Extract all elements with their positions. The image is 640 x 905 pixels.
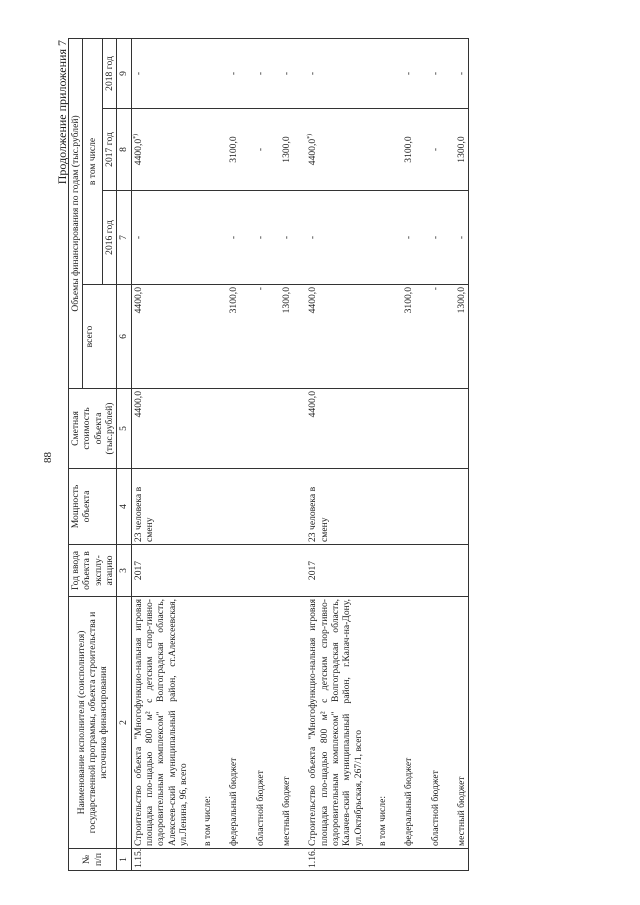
funding-2016 bbox=[365, 191, 389, 285]
source-label: областной бюджет bbox=[416, 597, 442, 849]
col-num-8: 8 bbox=[117, 109, 131, 191]
footnote-mark: *) bbox=[132, 133, 139, 139]
funding-2018: - bbox=[293, 39, 365, 109]
funding-2017: - bbox=[241, 109, 267, 191]
funding-2017: - bbox=[416, 109, 442, 191]
source-label: областной бюджет bbox=[241, 597, 267, 849]
col-num-5: 5 bbox=[117, 389, 131, 469]
header-col-year: Год ввода объекта в эксплу-атацию bbox=[69, 545, 117, 597]
col-num-2: 2 bbox=[117, 597, 131, 849]
header-col-capacity: Мощность объекта bbox=[69, 469, 117, 545]
funding-2018: - bbox=[442, 39, 469, 109]
row-number: 1.15. bbox=[131, 849, 190, 871]
header-col-name: Наименование исполнителя (соисполнителя) государственной программы, объекта строительства и источника финансирования bbox=[69, 597, 117, 849]
funding-total: 4400,0 bbox=[293, 285, 365, 389]
funding-total: 1300,0 bbox=[442, 285, 469, 389]
funding-2017 bbox=[131, 109, 190, 191]
commission-year: 2017 bbox=[293, 545, 365, 597]
header-y2017: 2017 год bbox=[102, 109, 116, 191]
table-row bbox=[442, 39, 469, 871]
table-row bbox=[214, 39, 240, 871]
header-y2018: 2018 год bbox=[102, 39, 116, 109]
footnote-mark: *) bbox=[307, 133, 314, 139]
col-num-1: 1 bbox=[117, 849, 131, 871]
table-body bbox=[131, 39, 469, 871]
funding-total: 3100,0 bbox=[214, 285, 240, 389]
funding-2017 bbox=[293, 109, 365, 191]
table-row bbox=[241, 39, 267, 871]
funding-total: - bbox=[241, 285, 267, 389]
funding-total: 3100,0 bbox=[389, 285, 415, 389]
funding-2018 bbox=[365, 39, 389, 109]
header-col-incl: в том числе bbox=[83, 39, 103, 285]
estimated-cost: 4400,0 bbox=[293, 389, 365, 469]
funding-2016: - bbox=[214, 191, 240, 285]
table-row bbox=[131, 39, 190, 871]
page-number: 88 bbox=[42, 452, 54, 463]
source-label: местный бюджет bbox=[442, 597, 469, 849]
funding-total: 1300,0 bbox=[267, 285, 293, 389]
funding-2016: - bbox=[416, 191, 442, 285]
col-num-6: 6 bbox=[117, 285, 131, 389]
source-label: федеральный бюджет bbox=[214, 597, 240, 849]
table-row bbox=[416, 39, 442, 871]
source-label: в том числе: bbox=[190, 597, 214, 849]
object-capacity: 23 человека в смену bbox=[131, 469, 190, 545]
funding-2018 bbox=[190, 39, 214, 109]
header-col-no: № п/п bbox=[69, 849, 117, 871]
column-number-row bbox=[117, 39, 131, 871]
row-number: 1.16. bbox=[293, 849, 365, 871]
funding-2017: 1300,0 bbox=[442, 109, 469, 191]
funding-2017-value: 4400,0 bbox=[132, 138, 144, 166]
estimated-cost: 4400,0 bbox=[131, 389, 190, 469]
funding-2016: - bbox=[389, 191, 415, 285]
col-num-3: 3 bbox=[117, 545, 131, 597]
funding-2016: - bbox=[293, 191, 365, 285]
object-name: Строительство объекта "Многофункцио-нальная игровая площадка пло-щадью 800 м² с детским спор-тивно-оздоровительным комплексом" Волгоградская область, Алексеев-ский муниципальный район, ст.Алексеевская, ул.Ленина, 96, всего bbox=[131, 597, 190, 849]
funding-2018: - bbox=[131, 39, 190, 109]
source-label: федеральный бюджет bbox=[389, 597, 415, 849]
funding-2016: - bbox=[131, 191, 190, 285]
funding-2017 bbox=[365, 109, 389, 191]
funding-2017: 3100,0 bbox=[214, 109, 240, 191]
table-header bbox=[69, 39, 132, 871]
continuation-caption: Продолжение приложения 7 bbox=[55, 40, 69, 185]
table-row bbox=[365, 39, 389, 871]
funding-2016: - bbox=[241, 191, 267, 285]
col-num-4: 4 bbox=[117, 469, 131, 545]
funding-2018: - bbox=[241, 39, 267, 109]
funding-2017-value: 4400,0 bbox=[307, 138, 319, 166]
funding-2018: - bbox=[389, 39, 415, 109]
source-label: местный бюджет bbox=[267, 597, 293, 849]
funding-total: - bbox=[416, 285, 442, 389]
funding-table bbox=[68, 38, 469, 871]
funding-total bbox=[365, 285, 389, 389]
col-num-7: 7 bbox=[117, 191, 131, 285]
funding-2016: - bbox=[267, 191, 293, 285]
funding-2017: 3100,0 bbox=[389, 109, 415, 191]
funding-2016: - bbox=[442, 191, 469, 285]
object-name: Строительство объекта "Многофункцио-нальная игровая площадка пло-щадью 800 м² с детским спор-тивно-оздоровительным комплексом" Волгоградская область, Калачев-ский муниципальный район, г.Калач-на-Дону, ул.Октябрьская, 267/1, всего bbox=[293, 597, 365, 849]
header-col-cost: Сметная стоимость объекта (тыс.рублей) bbox=[69, 389, 117, 469]
table-row bbox=[389, 39, 415, 871]
funding-2017: 1300,0 bbox=[267, 109, 293, 191]
funding-total bbox=[190, 285, 214, 389]
source-label: в том числе: bbox=[365, 597, 389, 849]
header-col-total: всего bbox=[83, 285, 117, 389]
funding-2018: - bbox=[214, 39, 240, 109]
funding-2018: - bbox=[416, 39, 442, 109]
table-row bbox=[267, 39, 293, 871]
header-y2016: 2016 год bbox=[102, 191, 116, 285]
commission-year: 2017 bbox=[131, 545, 190, 597]
col-num-9: 9 bbox=[117, 39, 131, 109]
funding-2016 bbox=[190, 191, 214, 285]
table-row bbox=[190, 39, 214, 871]
funding-2018: - bbox=[267, 39, 293, 109]
object-capacity: 23 человека в смену bbox=[293, 469, 365, 545]
table-row bbox=[293, 39, 365, 871]
funding-2017 bbox=[190, 109, 214, 191]
header-col-funding: Объемы финансирования по годам (тыс.рублей) bbox=[69, 39, 83, 389]
funding-total: 4400,0 bbox=[131, 285, 190, 389]
